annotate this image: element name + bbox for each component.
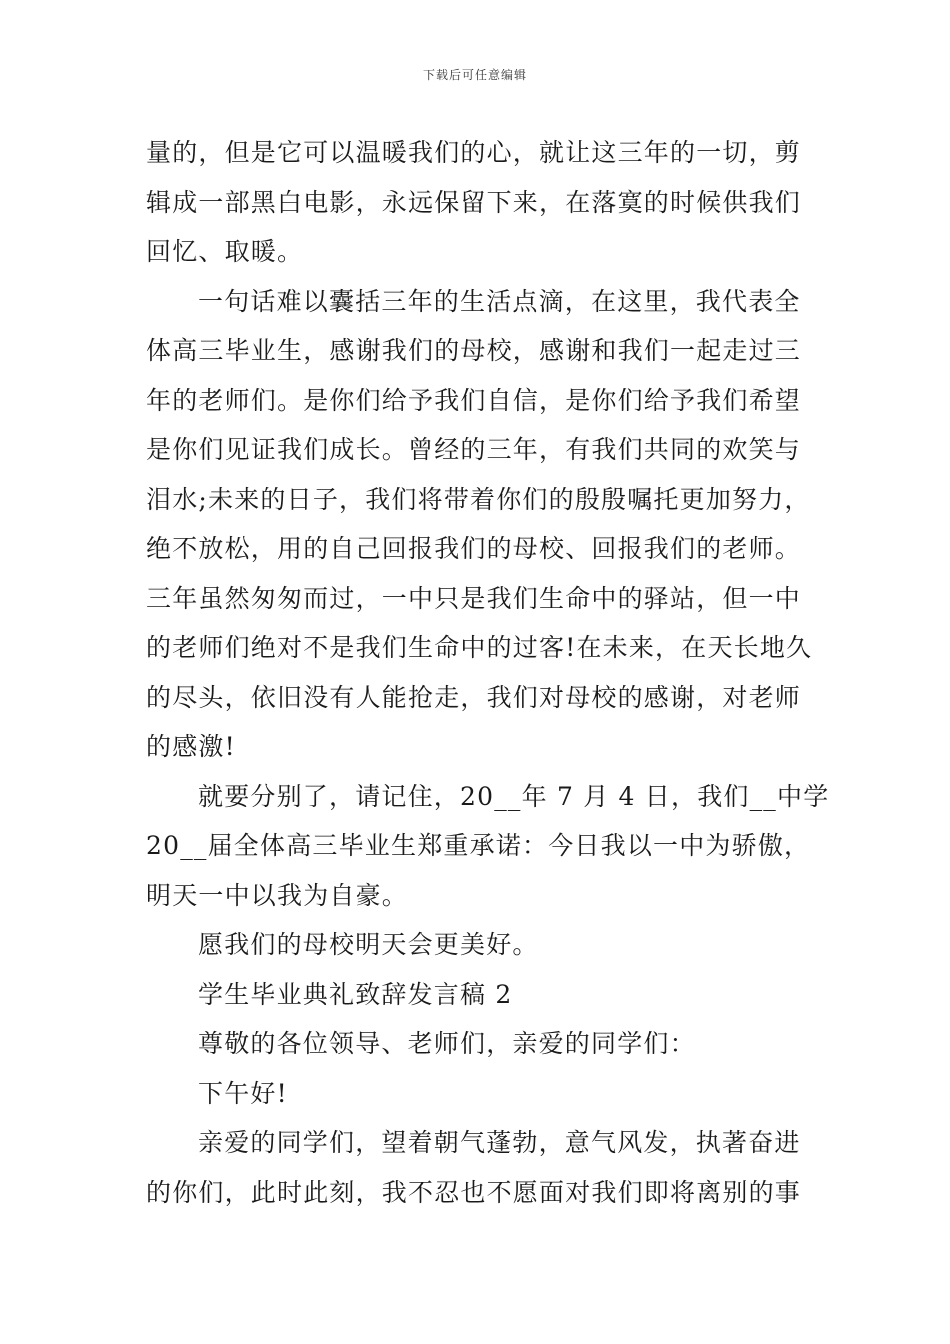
text-line: 绝不放松，用的自己回报我们的母校、回报我们的老师。 bbox=[146, 534, 802, 563]
salutation bbox=[146, 1019, 816, 1069]
text-line: 泪水;未来的日子，我们将带着你们的殷殷嘱托更加努力， bbox=[146, 484, 811, 514]
text-line: 的感激! bbox=[146, 732, 236, 761]
text-line: 下午好! bbox=[198, 1078, 288, 1108]
paragraph-opening bbox=[146, 1118, 816, 1217]
text-line: 年的老师们。是你们给予我们自信，是你们给予我们希望 bbox=[146, 385, 802, 415]
text-line: 辑成一部黑白电影，永远保留下来，在落寞的时候供我们 bbox=[146, 187, 802, 217]
text-line: 的老师们绝对不是我们生命中的过客!在未来，在天长地久 bbox=[146, 633, 813, 662]
text-line: 尊敬的各位领导、老师们，亲爱的同学们： bbox=[198, 1029, 696, 1058]
paragraph-wish bbox=[146, 920, 816, 970]
text-line: 一句话难以囊括三年的生活点滴，在这里，我代表全 bbox=[198, 286, 801, 316]
document-body bbox=[146, 128, 830, 1217]
greeting bbox=[146, 1069, 816, 1119]
text-line: 愿我们的母校明天会更美好。 bbox=[198, 930, 539, 959]
text-line: 20__届全体高三毕业生郑重承诺：今日我以一中为骄傲， bbox=[146, 831, 811, 860]
text-line: 量的，但是它可以温暖我们的心，就让这三年的一切，剪 bbox=[146, 138, 802, 167]
page-header-note: 下载后可任意编辑 bbox=[422, 68, 527, 82]
text-line: 的你们，此时此刻，我不忍也不愿面对我们即将离别的事 bbox=[146, 1177, 802, 1207]
text-line: 就要分别了，请记住，20__年 7 月 4 日，我们__中学 bbox=[198, 781, 830, 811]
text-line: 亲爱的同学们，望着朝气蓬勃，意气风发，执著奋进 bbox=[198, 1128, 801, 1157]
paragraph-continuation bbox=[146, 128, 816, 277]
text-line: 明天一中以我为自豪。 bbox=[146, 880, 409, 910]
text-line: 体高三毕业生，感谢我们的母校，感谢和我们一起走过三 bbox=[146, 336, 802, 365]
text-line: 的尽头，依旧没有人能抢走，我们对母校的感谢，对老师 bbox=[146, 682, 802, 712]
text-line: 是你们见证我们成长。曾经的三年，有我们共同的欢笑与 bbox=[146, 435, 802, 464]
text-line: 学生毕业典礼致辞发言稿 2 bbox=[198, 979, 513, 1009]
text-line: 三年虽然匆匆而过，一中只是我们生命中的驿站，但一中 bbox=[146, 583, 802, 613]
paragraph-thanks bbox=[146, 277, 816, 772]
text-line: 回忆、取暖。 bbox=[146, 237, 304, 266]
paragraph-promise bbox=[146, 772, 830, 921]
speech-title bbox=[146, 970, 816, 1020]
